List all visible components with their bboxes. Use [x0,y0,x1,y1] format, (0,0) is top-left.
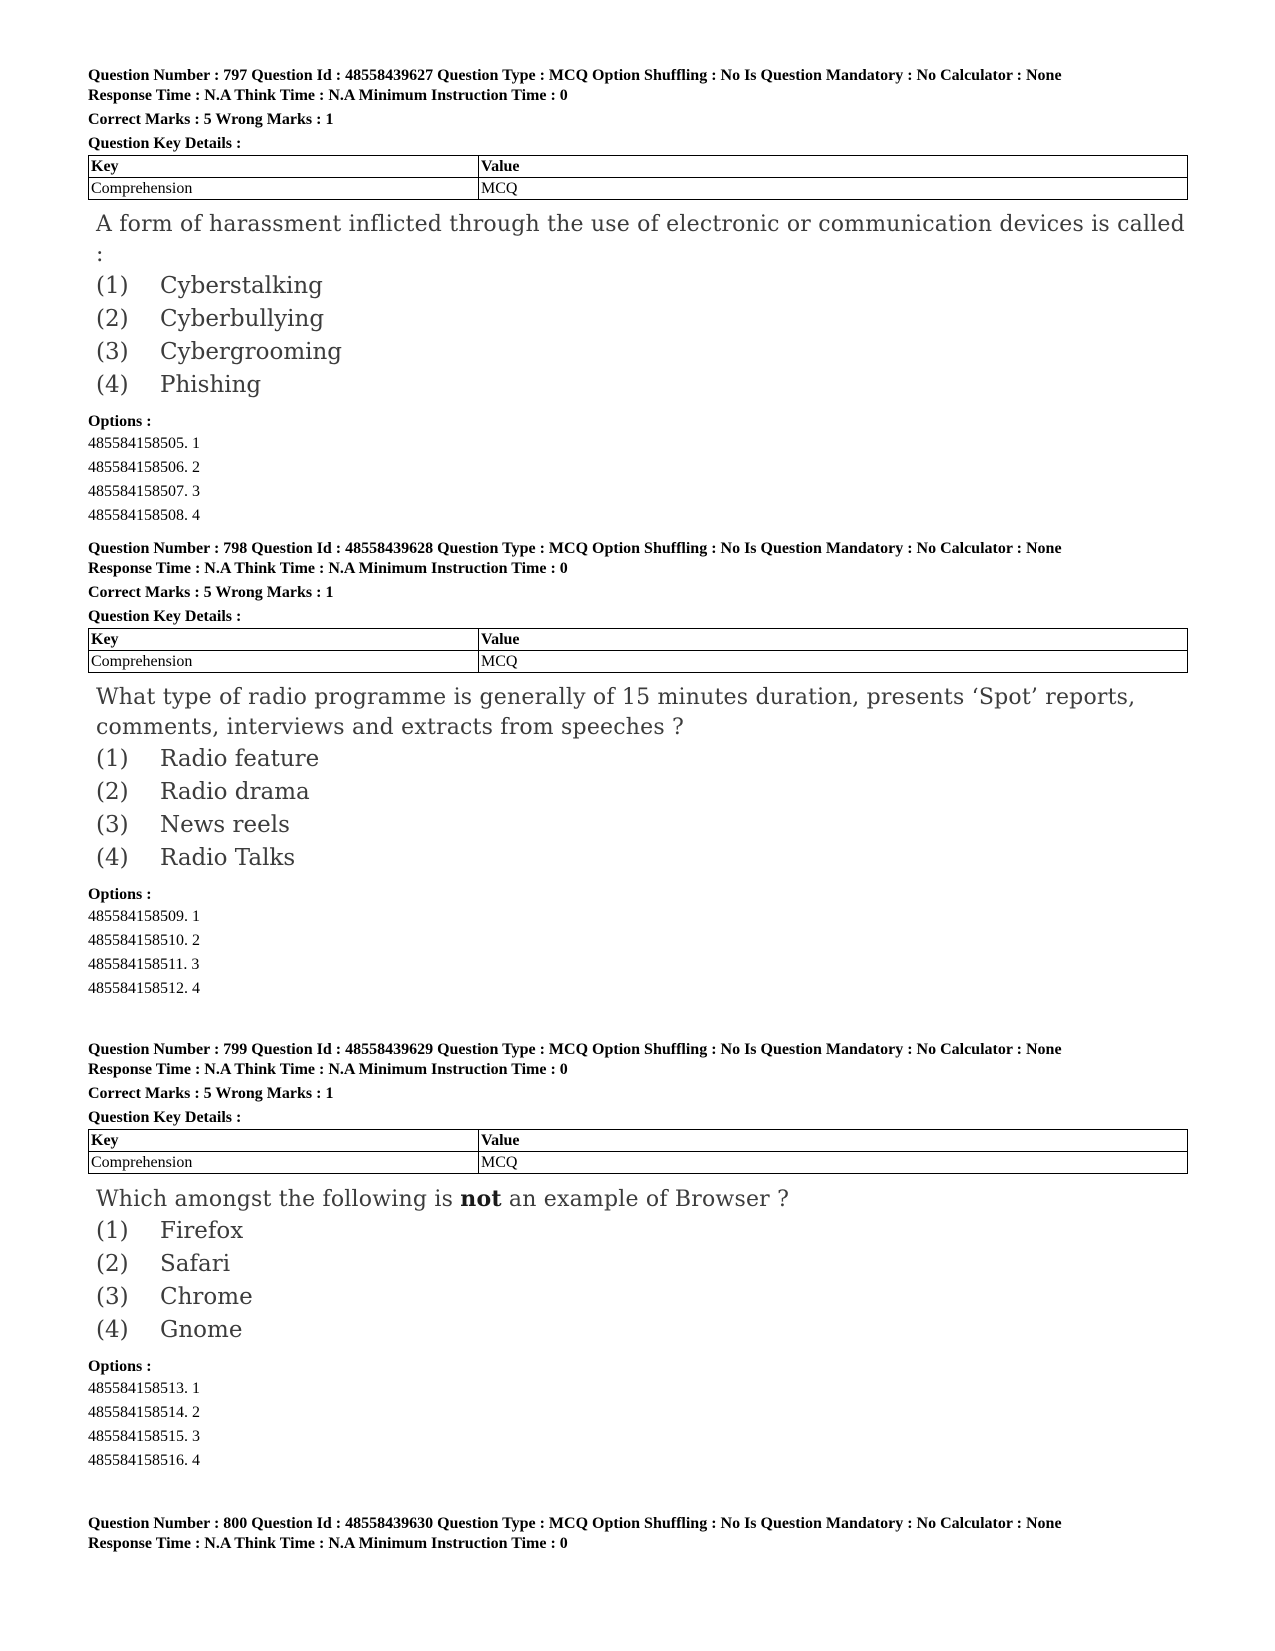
choice-number: (3) [96,812,129,838]
table-cell-key: Comprehension [89,1152,479,1174]
question-block-797 [88,66,1188,528]
option-id: 485584158509. 1 [88,908,200,925]
choice-text: Chrome [160,1284,253,1310]
table-header-row [89,156,1188,178]
question-key-table [88,155,1188,200]
choice-item [96,1248,1188,1281]
question-meta-line2: Response Time : N.A Think Time : N.A Minimum Instruction Time : 0 [88,1061,568,1078]
question-text-line1: What type of radio programme is generally of 15 minutes duration, presents ‘Spot’ reports, [96,685,1136,710]
choice-text: Radio drama [160,779,310,805]
choice-number: (2) [96,1251,129,1277]
choice-number: (1) [96,746,129,772]
options-label: Options : [88,413,152,430]
question-block-798 [88,539,1188,1001]
option-id: 485584158516. 4 [88,1452,200,1469]
option-id: 485584158505. 1 [88,435,200,452]
table-cell-key: Comprehension [89,178,479,200]
question-meta-line2: Response Time : N.A Think Time : N.A Minimum Instruction Time : 0 [88,87,568,104]
question-key-table [88,1129,1188,1174]
choice-item [96,1314,1188,1347]
option-id: 485584158507. 3 [88,483,200,500]
question-text-line2: comments, interviews and extracts from speeches ? [96,715,685,740]
choice-number: (2) [96,306,129,332]
question-key-details-label: Question Key Details : [88,1109,242,1126]
question-image [96,210,1188,402]
table-cell-value: MCQ [479,178,1188,200]
choice-text: Cyberbullying [160,306,325,332]
question-block-799 [88,1040,1188,1473]
option-id: 485584158506. 2 [88,459,200,476]
choice-text: Radio Talks [160,845,296,871]
option-id: 485584158508. 4 [88,507,200,524]
options-label: Options : [88,1358,152,1375]
options-label: Options : [88,886,152,903]
question-meta-line2: Response Time : N.A Think Time : N.A Minimum Instruction Time : 0 [88,560,568,577]
question-block-800 [88,1514,1188,1554]
choice-number: (3) [96,1284,129,1310]
question-key-table [88,628,1188,673]
choice-number: (1) [96,273,129,299]
choice-text: Gnome [160,1317,243,1343]
choice-item [96,303,1188,336]
question-meta-line1: Question Number : 798 Question Id : 48558439628 Question Type : MCQ Option Shuffling : No Is Question Mandatory : No Calculator : None [88,540,1062,557]
choice-number: (1) [96,1218,129,1244]
choice-item [96,336,1188,369]
choice-item [96,270,1188,303]
choice-item [96,369,1188,402]
choice-text: Phishing [160,372,262,398]
option-id: 485584158515. 3 [88,1428,200,1445]
option-id: 485584158512. 4 [88,980,200,997]
question-text-emphasis: not [460,1186,502,1212]
table-header-row [89,629,1188,651]
choice-number: (3) [96,339,129,365]
choice-item [96,1281,1188,1314]
choice-item [96,743,1188,776]
table-header-value: Value [479,156,1188,178]
question-marks: Correct Marks : 5 Wrong Marks : 1 [88,584,334,601]
question-image [96,1184,1188,1347]
table-header-key: Key [89,1130,479,1152]
question-meta-line1: Question Number : 800 Question Id : 48558439630 Question Type : MCQ Option Shuffling : No Is Question Mandatory : No Calculator : None [88,1515,1062,1532]
table-header-key: Key [89,629,479,651]
question-text: A form of harassment inflicted through the use of electronic or communication devices is called : [96,212,1185,267]
question-key-details-label: Question Key Details : [88,135,242,152]
choice-text: Firefox [160,1218,244,1244]
table-header-value: Value [479,1130,1188,1152]
question-meta-line2: Response Time : N.A Think Time : N.A Minimum Instruction Time : 0 [88,1535,568,1552]
choice-text: Safari [160,1251,231,1277]
choice-item [96,1215,1188,1248]
choice-item [96,776,1188,809]
table-row [89,1152,1188,1174]
choice-text: Cyberstalking [160,273,323,299]
table-cell-value: MCQ [479,1152,1188,1174]
question-meta-line1: Question Number : 799 Question Id : 48558439629 Question Type : MCQ Option Shuffling : No Is Question Mandatory : No Calculator : None [88,1041,1062,1058]
choice-text: Cybergrooming [160,339,343,365]
table-header-row [89,1130,1188,1152]
question-key-details-label: Question Key Details : [88,608,242,625]
question-image [96,683,1188,875]
table-cell-key: Comprehension [89,651,479,673]
question-text-pre: Which amongst the following is [96,1187,461,1212]
option-id: 485584158514. 2 [88,1404,200,1421]
option-id: 485584158513. 1 [88,1380,200,1397]
question-marks: Correct Marks : 5 Wrong Marks : 1 [88,111,334,128]
choice-item [96,842,1188,875]
choice-text: News reels [160,812,290,838]
question-marks: Correct Marks : 5 Wrong Marks : 1 [88,1085,334,1102]
choice-number: (4) [96,1317,129,1343]
choice-text: Radio feature [160,746,320,772]
choice-number: (2) [96,779,129,805]
choice-item [96,809,1188,842]
table-header-value: Value [479,629,1188,651]
option-id: 485584158511. 3 [88,956,200,973]
table-row [89,651,1188,673]
table-header-key: Key [89,156,479,178]
question-text-post: an example of Browser ? [501,1187,790,1212]
table-row [89,178,1188,200]
option-id: 485584158510. 2 [88,932,200,949]
question-text [96,1184,1196,1215]
table-cell-value: MCQ [479,651,1188,673]
question-meta-line1: Question Number : 797 Question Id : 48558439627 Question Type : MCQ Option Shuffling : No Is Question Mandatory : No Calculator : None [88,67,1062,84]
choice-number: (4) [96,372,129,398]
choice-number: (4) [96,845,129,871]
